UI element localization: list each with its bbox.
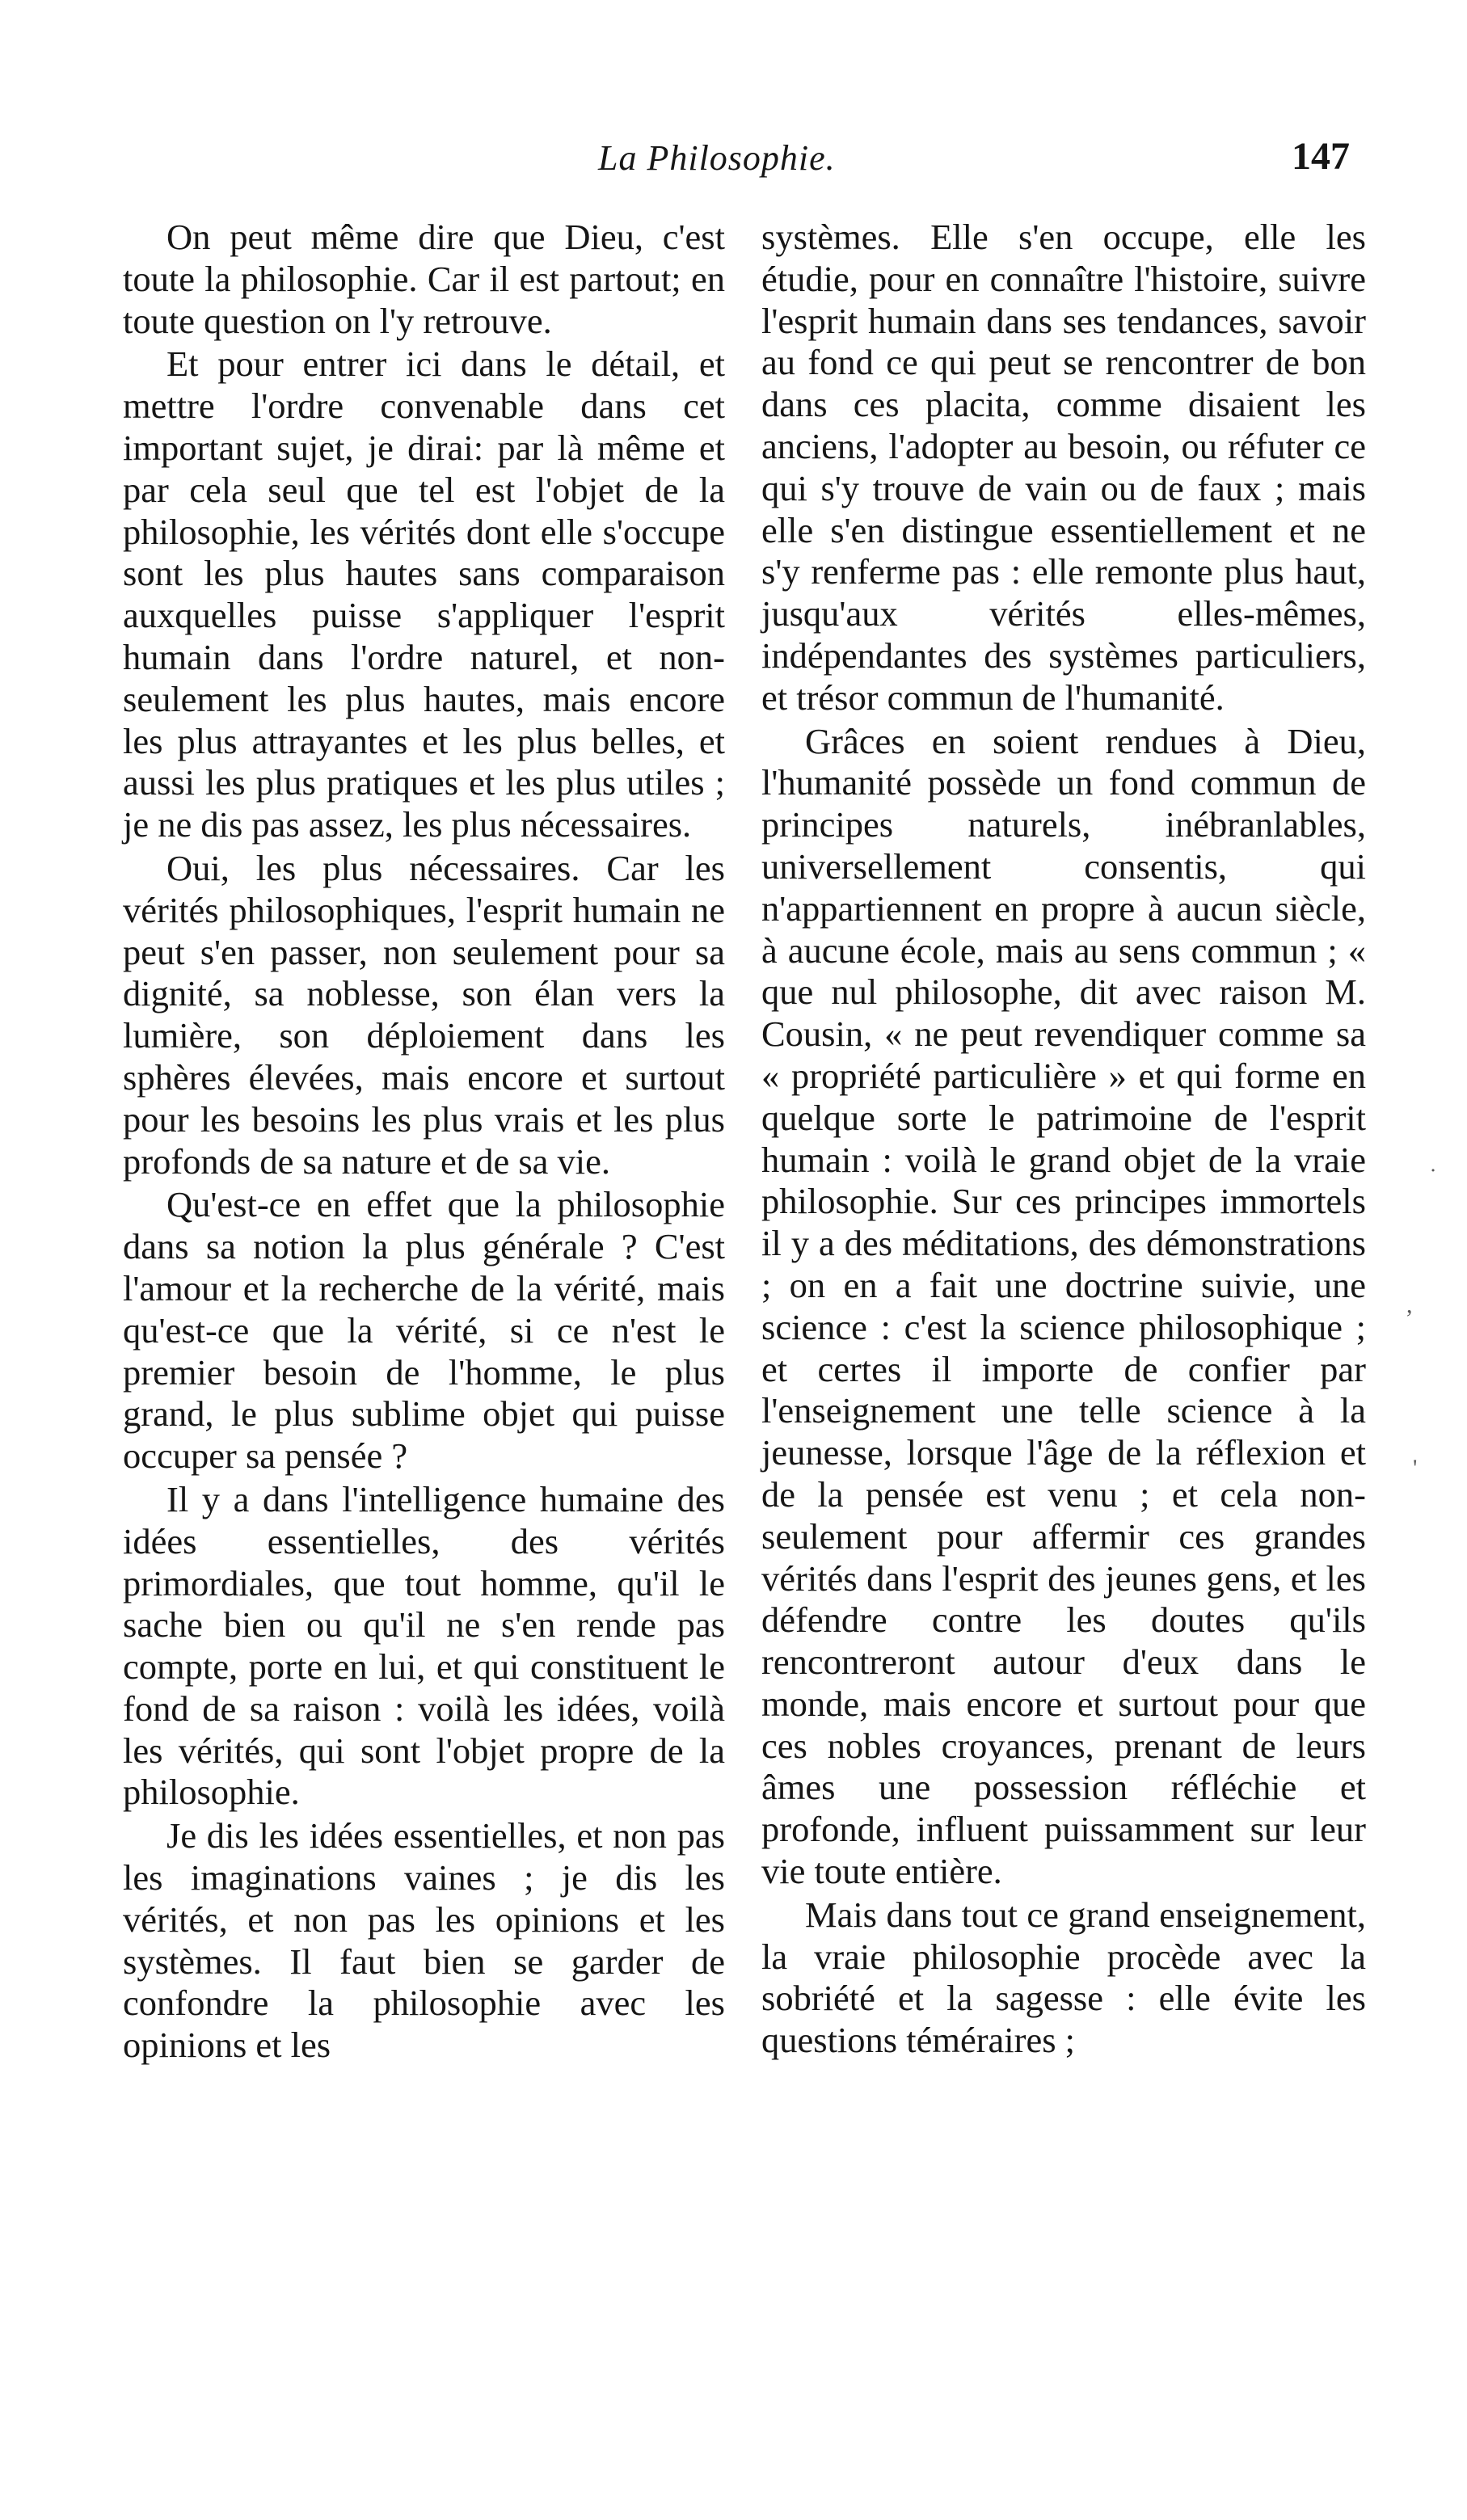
- paragraph: Et pour entrer ici dans le détail, et mettre l'ordre convenable dans cet important sujet, je dirai: par là même et par cela seul que tel est l'objet de la philosophie, les vérités dont elle s'occupe sont les plus hautes sans comparaison auxquelles puisse s'appliquer l'esprit humain dans l'ordre naturel, et non-seulement les plus hautes, mais encore les plus attrayantes et les plus belles, et aussi les plus pratiques et les plus utiles ; je ne dis pas assez, les plus nécessaires.: [123, 343, 725, 845]
- paragraph: Grâces en soient rendues à Dieu, l'humanité possède un fond commun de principes naturels, inébranlables, universellement consentis, qui n'appartiennent en propre à aucun siècle, à aucune école, mais au sens commun ; « que nul philosophe, dit avec raison M. Cousin, « ne peut revendiquer comme sa « propriété particulière » et qui forme en quelque sorte le patrimoine de l'esprit humain : voilà le grand objet de la vraie philosophie. Sur ces principes immortels il y a des méditations, des démonstrations ; on en a fait une doctrine suivie, une science : c'est la science philosophique ; et certes il importe de confier par l'enseignement une telle science à la jeunesse, lorsque l'âge de la réflexion et de la pensée est venu ; et cela non-seulement pour affermir ces grandes vérités dans l'esprit des jeunes gens, et les défendre contre les doutes qu'ils rencontreront autour d'eux dans le monde, mais encore et surtout pour que ces nobles croyances, prenant de leurs âmes une possession réfléchie et profonde, influent puissamment sur leur vie toute entière.: [761, 720, 1366, 1892]
- paragraph: Qu'est-ce en effet que la philosophie dans sa notion la plus générale ? C'est l'amour et la recherche de la vérité, mais qu'est-ce que la vérité, si ce n'est le premier besoin de l'homme, le plus grand, le plus sublime objet qui puisse occuper sa pensée ?: [123, 1184, 725, 1477]
- margin-speck: ˙: [1429, 1164, 1437, 1190]
- paragraph: Mais dans tout ce grand enseignement, la vraie philosophie procède avec la sobriété et la sagesse : elle évite les questions téméraires ;: [761, 1894, 1366, 2061]
- paragraph: Oui, les plus nécessaires. Car les vérités philosophiques, l'esprit humain ne peut s'en passer, non seulement pour sa dignité, sa noblesse, son élan vers la lumière, son déploiement dans les sphères élevées, mais encore et surtout pour les besoins les plus vrais et les plus profonds de sa nature et de sa vie.: [123, 847, 725, 1182]
- page-number: 147: [1292, 135, 1350, 178]
- paragraph: Je dis les idées essentielles, et non pas les imaginations vaines ; je dis les vérités, et non pas les opinions et les systèmes. Il faut bien se garder de confondre la philosophie avec les opinions et les: [123, 1815, 725, 2066]
- paragraph: Il y a dans l'intelligence humaine des idées essentielles, des vérités primordiales, que tout homme, qu'il le sache bien ou qu'il ne s'en rende pas compte, porte en lui, et qui constituent le fond de sa raison : voilà les idées, voilà les vérités, qui sont l'objet propre de la philosophie.: [123, 1478, 725, 1813]
- right-column: [761, 217, 1366, 2063]
- margin-speck: ,: [1406, 1292, 1413, 1318]
- running-title: La Philosophie.: [598, 138, 836, 178]
- left-column: [123, 217, 725, 2068]
- paragraph: On peut même dire que Dieu, c'est toute la philosophie. Car il est partout; en toute question on l'y retrouve.: [123, 217, 725, 341]
- paragraph-continued: systèmes. Elle s'en occupe, elle les étudie, pour en connaître l'histoire, suivre l'esprit humain dans ses tendances, savoir au fond ce qui peut se rencontrer de bon dans ces placita, comme disaient les anciens, l'adopter au besoin, ou réfuter ce qui s'y trouve de vain ou de faux ; mais elle s'en distingue essentiellement et ne s'y renferme pas : elle remonte plus haut, jusqu'aux vérités elles-mêmes, indépendantes des systèmes particuliers, et trésor commun de l'humanité.: [761, 217, 1366, 718]
- margin-speck: ': [1413, 1455, 1418, 1481]
